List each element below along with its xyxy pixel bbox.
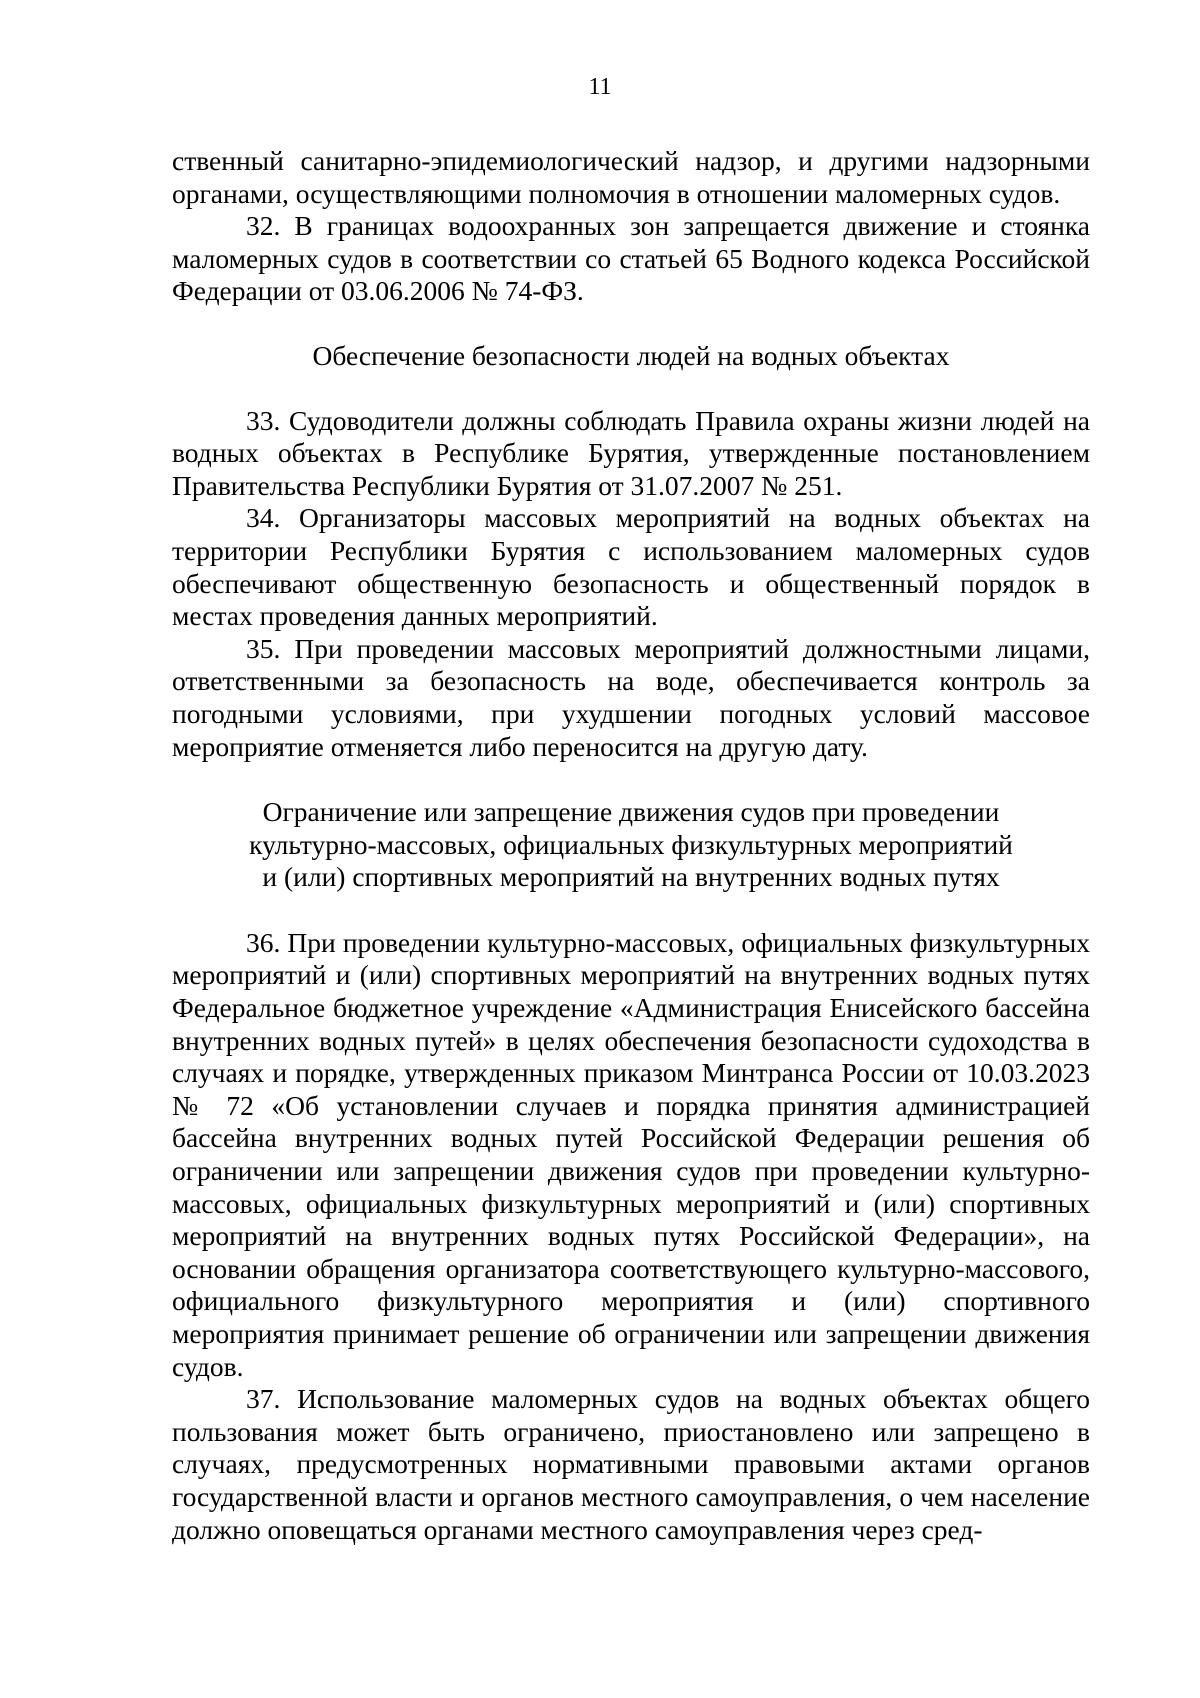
- page-number: 11: [588, 74, 612, 100]
- paragraph-35: 35. При проведении массовых мероприятий должностными лицами, ответственными за безопасность на воде, обеспечивается контроль за погодными условиями, при ухудшении погодных условий массовое мероприятие отменяется либо переносится на другую дату.: [172, 632, 1090, 762]
- spacer: [172, 373, 1090, 405]
- section-heading-restriction: [172, 796, 1090, 894]
- paragraph-33: 33. Судоводители должны соблюдать Правила охраны жизни людей на водных объектах в Республике Бурятия, утвержденные постановлением Правительства Республики Бурятия от 31.07.2007 № 251.: [172, 404, 1090, 501]
- paragraph-34: 34. Организаторы массовых мероприятий на водных объектах на территории Республики Бурятия с использованием маломерных судов обеспечивают общественную безопасность и общественный порядок в местах проведения данных мероприятий.: [172, 502, 1090, 632]
- paragraph-36: 36. При проведении культурно-массовых, официальных физкультурных мероприятий и (или) спортивных мероприятий на внутренних водных путях Федеральное бюджетное учреждение «Администрация Енисейского бассейна внутренних водных путей» в целях обеспечения безопасности судоходства в случаях и порядке, утвержденных приказом Минтранса России от 10.03.2023 № 72 «Об установлении случаев и порядка принятия администрацией бассейна внутренних водных путей Российской Федерации решения об ограничении или запрещении движения судов при проведении культурно-массовых, официальных физкультурных мероприятий и (или) спортивных мероприятий на внутренних водных путях Российской Федерации», на основании обращения организатора соответствующего культурно-массового, официального физкультурного мероприятия и (или) спортивного мероприятия принимает решение об ограничении или запрещении движения судов.: [172, 926, 1090, 1382]
- spacer: [172, 308, 1090, 340]
- heading-line-3: и (или) спортивных мероприятий на внутренних водных путях: [262, 861, 1000, 893]
- heading-line-2: культурно-массовых, официальных физкультурных мероприятий: [249, 828, 1013, 860]
- spacer: [172, 763, 1090, 796]
- paragraph-continuation: ственный санитарно-эпидемиологический надзор, и другими надзорными органами, осуществляющими полномочия в отношении маломерных судов.: [172, 145, 1090, 209]
- spacer: [172, 894, 1090, 927]
- paragraph-32: 32. В границах водоохранных зон запрещается движение и стоянка маломерных судов в соответствии со статьей 65 Водного кодекса Российской Федерации от 03.06.2006 № 74-ФЗ.: [172, 210, 1090, 307]
- paragraph-37: 37. Использование маломерных судов на водных объектах общего пользования может быть ограничено, приостановлено или запрещено в случаях, предусмотренных нормативными правовыми актами органов государственной власти и органов местного самоуправления, о чем население должно оповещаться органами местного самоуправления через сред-: [172, 1383, 1090, 1545]
- document-body: [172, 145, 1090, 1546]
- heading-line-1: Ограничение или запрещение движения судов при проведении: [262, 796, 1000, 828]
- section-heading-safety: Обеспечение безопасности людей на водных объектах: [312, 339, 950, 371]
